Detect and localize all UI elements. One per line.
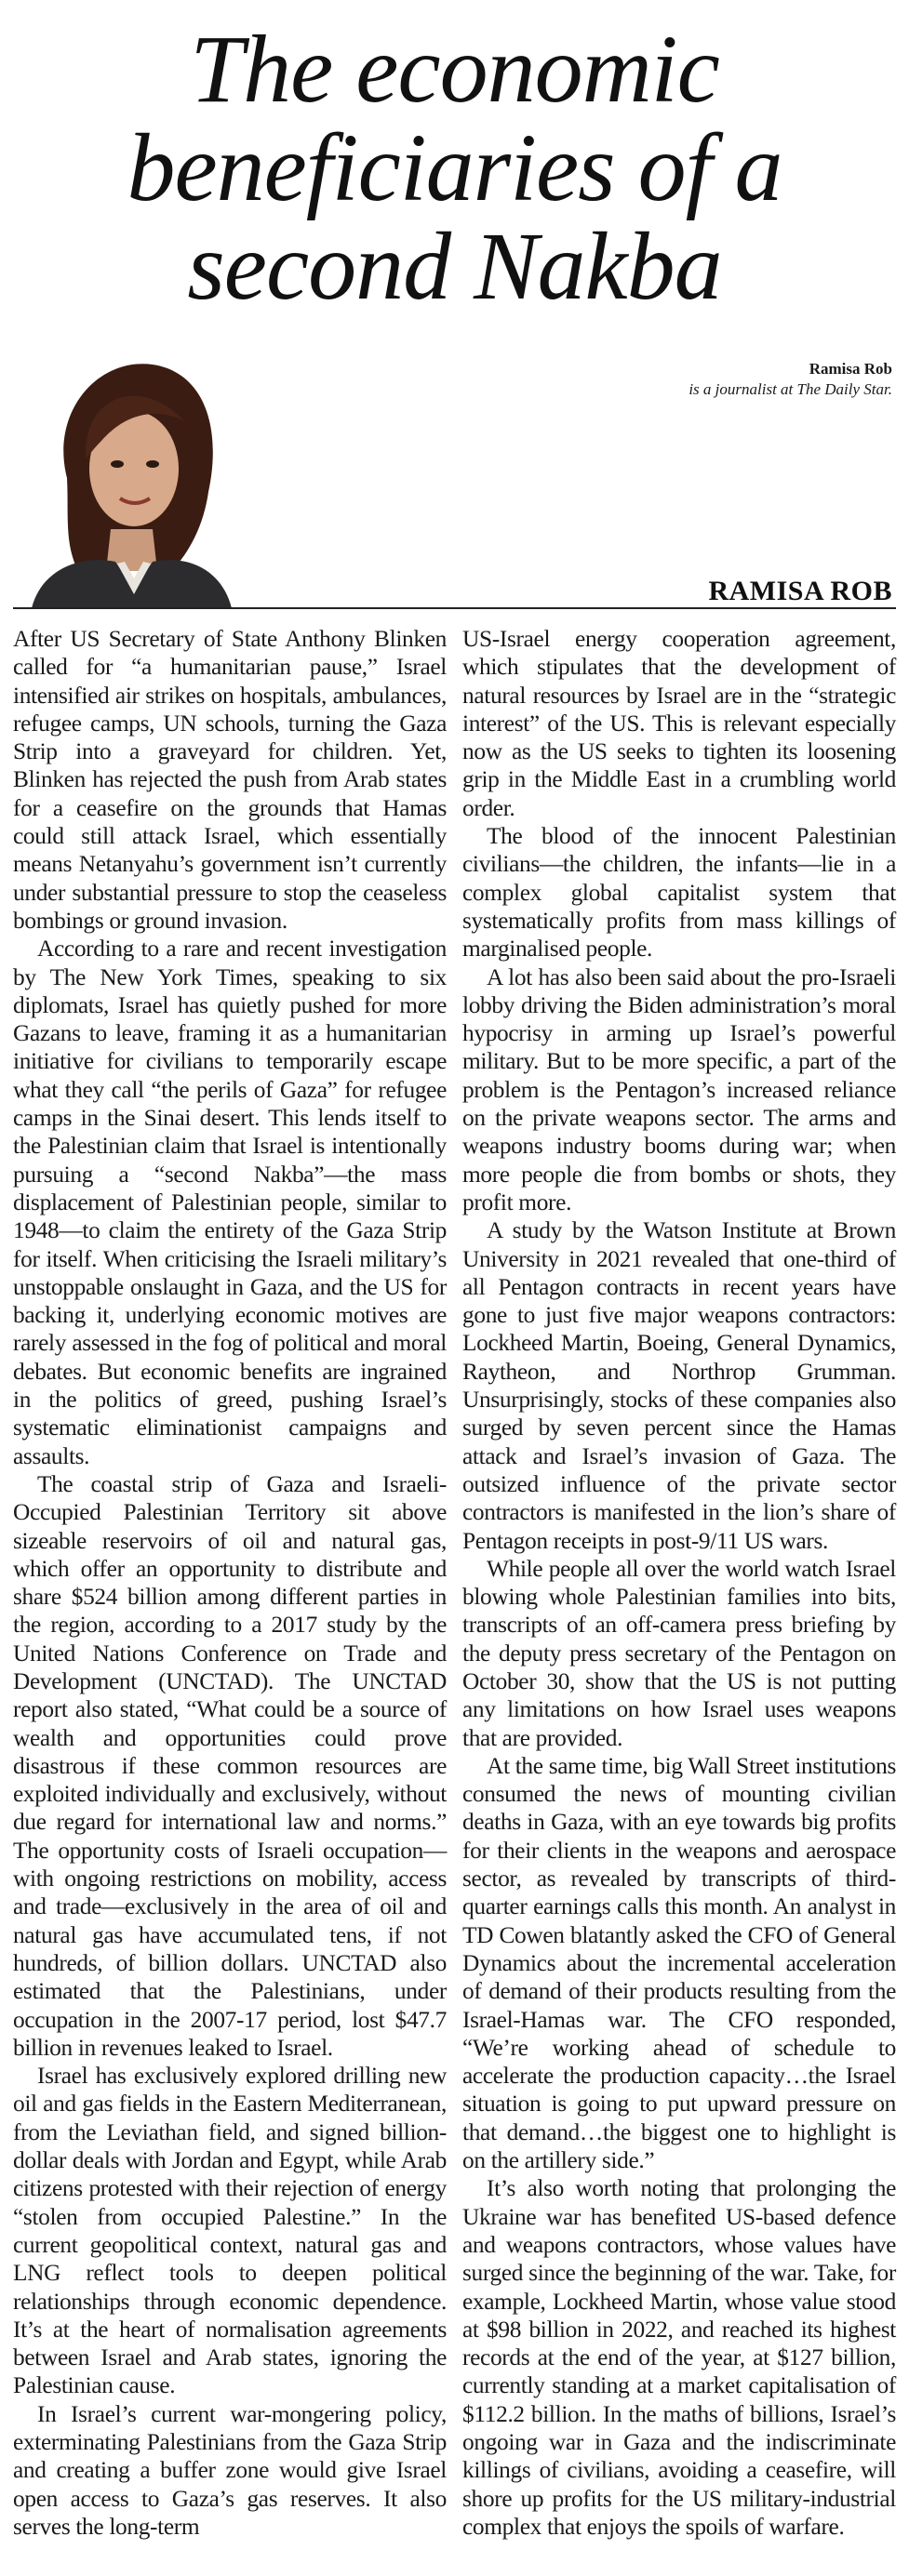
byline: RAMISA ROB <box>708 576 892 606</box>
paragraph: In Israel’s current war-mongering policy, exterminating Palestinians from the Gaza Strip and creating a buffer zone would give Israel open access to Gaza’s gas reserves. It also serves the long-term <box>13 2400 447 2540</box>
headline: The economic beneficiaries of a second Nakba <box>127 16 782 320</box>
author-block <box>13 339 896 617</box>
paragraph: It’s also worth noting that prolonging the Ukraine war has benefited US-based defence and weapons contractors, whose values have surged since the beginning of the war. Take, for example, Lockheed Martin, whose value stood at $98 billion in 2022, and reached its highest records at the end of the year, at $127 billion, currently standing at a market capitalisation of $112.2 billion. In the maths of billions, Israel’s ongoing war in Gaza and the indiscriminate killings of civilians, avoiding a ceasefire, will shore up profits for the US military-industrial complex that enjoys the spoils of warfare. <box>462 2175 896 2540</box>
paragraph: While people all over the world watch Israel blowing whole Palestinian families into bits, transcripts of an off-camera press briefing by the deputy press secretary of the Pentagon on October 30, show that the US is not putting any limitations on how Israel uses weapons that are provided. <box>462 1555 896 1751</box>
right-column <box>462 625 896 2541</box>
paragraph: A lot has also been said about the pro-Israeli lobby driving the Biden administration’s moral hypocrisy in arming up Israel’s powerful military. But to be more specific, a part of the problem is the Pentagon’s increased reliance on the private weapons sector. The arms and weapons industry booms during war; when more people die from bombs or shots, they profit more. <box>462 963 896 1215</box>
paragraph: A study by the Watson Institute at Brown University in 2021 revealed that one-third of all Pentagon contracts in recent years have gone to just five major weapons contractors: Lockheed Martin, Boeing, General Dynamics, Raytheon, and Northrop Grumman. Unsurprisingly, stocks of these companies also surged by seven percent since the Hamas attack and Israel’s invasion of Gaza. The outsized influence of the private sector contractors is manifested in the lion’s share of Pentagon receipts in post-9/11 US wars. <box>462 1217 896 1554</box>
paragraph: US-Israel energy cooperation agreement, which stipulates that the development of natural resources by Israel are in the “strategic interest” of the US. This is relevant especially now as the US seeks to tighten its loosening grip in the Middle East in a crumbling world order. <box>462 626 896 821</box>
author-bio-name: Ramisa Rob <box>809 360 892 378</box>
paragraph: The blood of the innocent Palestinian civilians—the children, the infants—lie in a complex global capitalist system that systematically profits from mass killings of marginalised people. <box>462 823 896 963</box>
paragraph: According to a rare and recent investigation by The New York Times, speaking to six diplomats, Israel has quietly pushed for more Gazans to leave, framing it as a humanitarian initiative for civilians to temporarily escape what they call “the perils of Gaza” for refugee camps in the Sinai desert. This lends itself to the Palestinian claim that Israel is intentionally pursuing a “second Nakba”—the mass displacement of Palestinian people, similar to 1948—to claim the entirety of the Gaza Strip for itself. When criticising the Israeli military’s unstoppable onslaught in Gaza, and the US for backing it, underlying economic motives are rarely assessed in the fog of political and moral debates. But economic benefits are ingrained in the politics of greed, pushing Israel’s systematic eliminationist campaigns and assaults. <box>13 936 447 1469</box>
left-column <box>13 625 447 2541</box>
paragraph: The coastal strip of Gaza and Israeli-Occupied Palestinian Territory sit above sizeable reservoirs of oil and natural gas, which offer an opportunity to distribute and share $524 billion among different parties in the region, according to a 2017 study by the United Nations Conference on Trade and Development (UNCTAD). The UNCTAD report also stated, “What could be a source of wealth and opportunities could prove disastrous if these common resources are exploited individually and exclusively, without due regard for international law and norms.” The opportunity costs of Israeli occupation—with ongoing restrictions on mobility, access and trade—exclusively in the area of oil and natural gas have accumulated tens, if not hundreds, of billion dollars. UNCTAD also estimated that the Palestinians, under occupation in the 2007-17 period, lost $47.7 billion in revenues leaked to Israel. <box>13 1470 447 2061</box>
byline-divider <box>13 607 896 609</box>
author-bio <box>688 359 892 400</box>
paragraph: Israel has exclusively explored drilling new oil and gas fields in the Eastern Mediterranean, from the Leviathan field, and signed billion-dollar deals with Jordan and Egypt, while Arab citizens protested with their rejection of energy “stolen from occupied Palestine.” In the current geopolitical context, natural gas and LNG reflect tools to deepen political relationships through economic dependence. It’s at the heart of normalisation agreements between Israel and Arab states, ignoring the Palestinian cause. <box>13 2063 447 2399</box>
paragraph: At the same time, big Wall Street institutions consumed the news of mounting civilian deaths in Gaza, with an eye towards big profits for their clients in the weapons and aerospace sector, as revealed by transcripts of third-quarter earnings calls this month. An analyst in TD Cowen blatantly asked the CFO of General Dynamics about the incremental acceleration of demand of their products resulting from the Israel-Hamas war. The CFO responded, “We’re working ahead of schedule to accelerate the production capacity…the Israel situation is going to put upward pressure on that demand…the biggest one to highlight is on the artillery side.” <box>462 1752 896 2174</box>
author-bio-description: is a journalist at The Daily Star. <box>688 380 892 398</box>
paragraph: After US Secretary of State Anthony Blinken called for “a humanitarian pause,” Israel intensified air strikes on hospitals, ambulances, refugee camps, UN schools, turning the Gaza Strip into a graveyard for children. Yet, Blinken has rejected the push from Arab states for a ceasefire on the grounds that Hamas could still attack Israel, which essentially means Netanyahu’s government isn’t currently under substantial pressure to stop the ceaseless bombings or ground invasion. <box>13 626 447 934</box>
author-portrait <box>13 339 246 608</box>
article-body <box>13 625 896 2541</box>
